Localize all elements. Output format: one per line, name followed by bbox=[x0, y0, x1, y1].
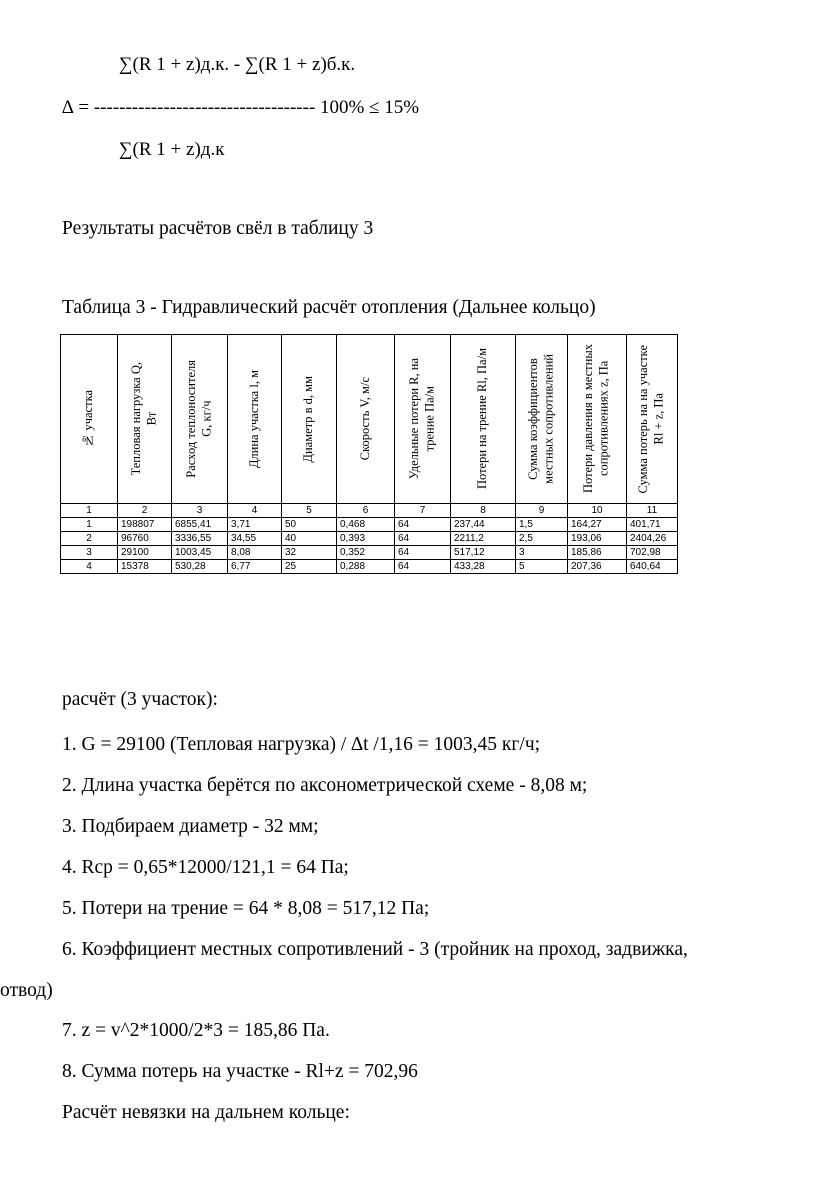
table-cell: 0,393 bbox=[337, 532, 395, 546]
table-cell: 3 bbox=[516, 546, 568, 560]
table-row bbox=[61, 532, 678, 546]
header-cell bbox=[395, 335, 451, 504]
table-cell: 5 bbox=[516, 560, 568, 574]
table-cell: 0,288 bbox=[337, 560, 395, 574]
header-label: Сумма потерь на на участке Rl + z, Па bbox=[636, 344, 666, 494]
calc-step: 4. Rср = 0,65*12000/121,1 = 64 Па; bbox=[62, 857, 349, 878]
table-cell: 640,64 bbox=[627, 560, 678, 574]
table-cell: 198807 bbox=[118, 518, 172, 532]
calc-step: 7. z = v^2*1000/2*3 = 185,86 Па. bbox=[62, 1020, 330, 1041]
table-cell: 4 bbox=[228, 504, 282, 518]
table-cell: 29100 bbox=[118, 546, 172, 560]
table-cell: 1,5 bbox=[516, 518, 568, 532]
table-row bbox=[61, 560, 678, 574]
table-cell: 1 bbox=[61, 518, 118, 532]
calc-step: 8. Сумма потерь на участке - Rl+z = 702,96 bbox=[62, 1061, 418, 1082]
table-cell: 32 bbox=[282, 546, 337, 560]
table-cell: 4 bbox=[61, 560, 118, 574]
table-cell: 0,468 bbox=[337, 518, 395, 532]
table-row bbox=[61, 518, 678, 532]
table-cell: 1003,45 bbox=[172, 546, 228, 560]
table-cell: 193,06 bbox=[568, 532, 627, 546]
table-cell: 0,352 bbox=[337, 546, 395, 560]
header-cell bbox=[61, 335, 118, 504]
table-cell: 25 bbox=[282, 560, 337, 574]
table-cell: 6 bbox=[337, 504, 395, 518]
header-label: Сумма коэффициентов местных сопротивлений bbox=[525, 354, 556, 484]
calc-heading: расчёт (3 участок): bbox=[62, 689, 218, 710]
table-cell: 237,44 bbox=[451, 518, 516, 532]
table-cell: 185,86 bbox=[568, 546, 627, 560]
calc-step: 2. Длина участка берётся по аксонометрической схеме - 8,08 м; bbox=[62, 775, 588, 796]
table-cell: 2,5 bbox=[516, 532, 568, 546]
table-cell: 6,77 bbox=[228, 560, 282, 574]
header-cell bbox=[118, 335, 172, 504]
header-label: Расход теплоносителя G, кг/ч bbox=[183, 360, 214, 478]
table-cell: 8,08 bbox=[228, 546, 282, 560]
table-cell: 50 bbox=[282, 518, 337, 532]
table-cell: 64 bbox=[395, 532, 451, 546]
table-cell: 3 bbox=[61, 546, 118, 560]
column-number-row bbox=[61, 504, 678, 518]
table-cell: 64 bbox=[395, 518, 451, 532]
header-cell bbox=[451, 335, 516, 504]
table-cell: 2 bbox=[61, 532, 118, 546]
calc-step: отвод) bbox=[0, 980, 53, 1001]
header-cell bbox=[627, 335, 678, 504]
calc-closing: Расчёт невязки на дальнем кольце: bbox=[62, 1102, 350, 1123]
table-header-row bbox=[61, 335, 678, 504]
table-cell: 40 bbox=[282, 532, 337, 546]
table-cell: 9 bbox=[516, 504, 568, 518]
header-label: Длина участка l, м bbox=[246, 369, 261, 469]
table-cell: 10 bbox=[568, 504, 627, 518]
table-cell: 433,28 bbox=[451, 560, 516, 574]
table-cell: 3336,55 bbox=[172, 532, 228, 546]
formula-delta-line: ∆ = ----------------------------------- 100% ≤ 15% bbox=[62, 97, 420, 118]
header-label: Удельные потери R, на трение Па/м bbox=[406, 358, 437, 480]
table-cell: 34,55 bbox=[228, 532, 282, 546]
table-cell: 2 bbox=[118, 504, 172, 518]
table-cell: 6855,41 bbox=[172, 518, 228, 532]
table-cell: 702,98 bbox=[627, 546, 678, 560]
header-label: Тепловая нагрузка Q, Вт bbox=[128, 362, 159, 476]
table-cell: 1 bbox=[61, 504, 118, 518]
table-cell: 3,71 bbox=[228, 518, 282, 532]
table-cell: 64 bbox=[395, 560, 451, 574]
header-cell bbox=[568, 335, 627, 504]
header-cell bbox=[228, 335, 282, 504]
header-label: Потери на трение Rl, Па/м bbox=[475, 348, 490, 490]
table-caption: Таблица 3 - Гидравлический расчёт отопления (Дальнее кольцо) bbox=[62, 297, 596, 318]
table-cell: 5 bbox=[282, 504, 337, 518]
header-cell bbox=[172, 335, 228, 504]
table-row bbox=[61, 546, 678, 560]
table-cell: 15378 bbox=[118, 560, 172, 574]
hydraulic-table bbox=[60, 334, 678, 574]
header-label: Скорость V, м/с bbox=[357, 377, 372, 461]
table-cell: 64 bbox=[395, 546, 451, 560]
calc-step: 3. Подбираем диаметр - 32 мм; bbox=[62, 816, 319, 837]
table-cell: 2211,2 bbox=[451, 532, 516, 546]
table-cell: 8 bbox=[451, 504, 516, 518]
table-cell: 517,12 bbox=[451, 546, 516, 560]
table-cell: 164,27 bbox=[568, 518, 627, 532]
table-cell: 530,28 bbox=[172, 560, 228, 574]
table-cell: 3 bbox=[172, 504, 228, 518]
header-cell bbox=[516, 335, 568, 504]
calc-step: 6. Коэффициент местных сопротивлений - 3 (тройник на проход, задвижка, bbox=[62, 939, 688, 960]
table-cell: 7 bbox=[395, 504, 451, 518]
formula-denominator: ∑(R 1 + z)д.к bbox=[119, 139, 225, 160]
calc-step: 1. G = 29100 (Тепловая нагрузка) / ∆t /1,16 = 1003,45 кг/ч; bbox=[62, 734, 541, 755]
header-label: Потери давления в местных сопротивлениях z, Па bbox=[581, 344, 611, 494]
header-label: № участка bbox=[81, 390, 96, 448]
header-label: Диаметр в d, мм bbox=[301, 375, 316, 463]
table-cell: 2404,26 bbox=[627, 532, 678, 546]
table-cell: 96760 bbox=[118, 532, 172, 546]
formula-numerator: ∑(R 1 + z)д.к. - ∑(R 1 + z)б.к. bbox=[119, 54, 356, 75]
header-cell bbox=[337, 335, 395, 504]
results-intro: Результаты расчётов свёл в таблицу 3 bbox=[62, 218, 374, 239]
calc-step: 5. Потери на трение = 64 * 8,08 = 517,12 Па; bbox=[62, 898, 430, 919]
table-cell: 401,71 bbox=[627, 518, 678, 532]
table-cell: 11 bbox=[627, 504, 678, 518]
header-cell bbox=[282, 335, 337, 504]
table-cell: 207,36 bbox=[568, 560, 627, 574]
